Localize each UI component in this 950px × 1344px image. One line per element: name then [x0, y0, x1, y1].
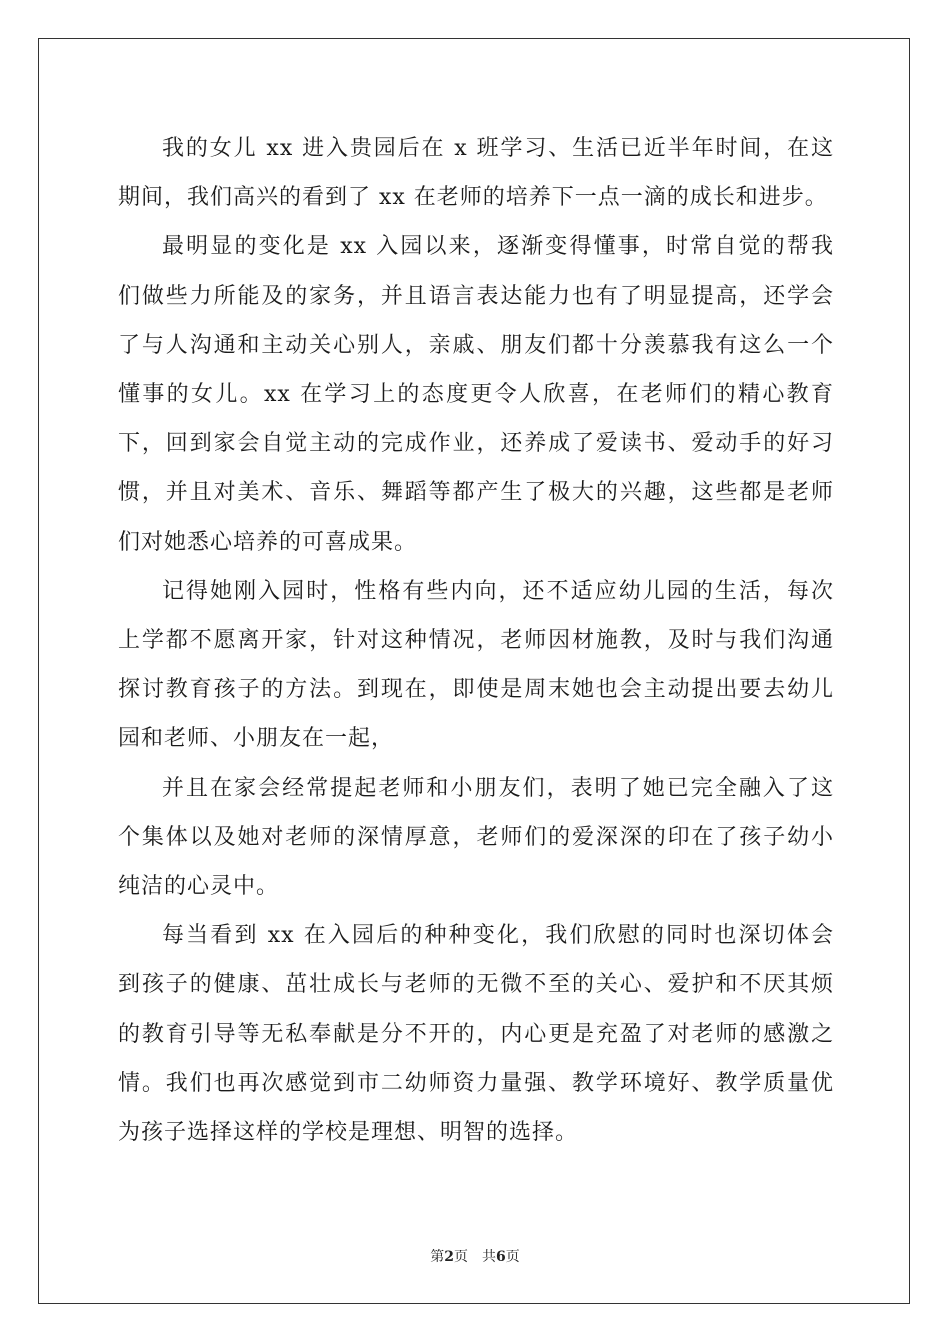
paragraph-line: 园和老师、小朋友在一起，	[118, 726, 395, 752]
paragraph-line: 懂事的女儿。xx 在学习上的态度更令人欣喜，在老师们的精心教育	[118, 382, 834, 408]
paragraph	[118, 222, 834, 566]
paragraph-line: 记得她刚入园时，性格有些内向，还不适应幼儿园的生活，每次	[162, 578, 834, 604]
paragraph	[118, 764, 834, 912]
paragraph-line: 了与人沟通和主动关心别人，亲戚、朋友们都十分羡慕我有这么一个	[118, 332, 834, 358]
total-prefix: 共	[482, 1249, 496, 1265]
paragraph-line: 我的女儿 xx 进入贵园后在 x 班学习、生活已近半年时间，在这	[162, 136, 834, 161]
paragraph-line: 个集体以及她对老师的深情厚意，老师们的爱深深的印在了孩子幼小	[118, 824, 834, 850]
paragraph-line: 们对她悉心培养的可喜成果。	[118, 529, 418, 555]
current-page-number: 2	[444, 1249, 454, 1265]
paragraph-line: 的教育引导等无私奉献是分不开的，内心更是充盈了对老师的感激之	[118, 1021, 834, 1047]
paragraph	[118, 911, 834, 1157]
paragraph-line: 情。我们也再次感觉到市二幼师资力量强、教学环境好、教学质量优	[118, 1070, 834, 1096]
paragraph	[118, 124, 834, 222]
paragraph-line: 上学都不愿离开家，针对这种情况，老师因材施教，及时与我们沟通	[118, 628, 834, 654]
paragraph-line: 为孩子选择这样的学校是理想、明智的选择。	[118, 1120, 579, 1146]
page-suffix: 页	[454, 1249, 468, 1265]
paragraph-line: 并且在家会经常提起老师和小朋友们，表明了她已完全融入了这	[162, 775, 834, 801]
page-prefix: 第	[430, 1249, 445, 1265]
paragraph-line: 到孩子的健康、茁壮成长与老师的无微不至的关心、爱护和不厌其烦	[118, 972, 834, 998]
paragraph-line: 探讨教育孩子的方法。到现在，即使是周末她也会主动提出要去幼儿	[118, 677, 834, 703]
paragraph-line: 最明显的变化是 xx 入园以来，逐渐变得懂事，时常自觉的帮我	[162, 234, 834, 260]
document-body	[118, 124, 834, 1157]
total-page-number: 6	[496, 1249, 506, 1265]
paragraph-line: 惯，并且对美术、音乐、舞蹈等都产生了极大的兴趣，这些都是老师	[118, 480, 834, 506]
paragraph-line: 期间，我们高兴的看到了 xx 在老师的培养下一点一滴的成长和进步。	[118, 185, 828, 211]
paragraph-line: 们做些力所能及的家务，并且语言表达能力也有了明显提高，还学会	[118, 283, 834, 309]
paragraph-line: 每当看到 xx 在入园后的种种变化，我们欣慰的同时也深切体会	[162, 923, 834, 949]
paragraph	[118, 567, 834, 764]
page-footer	[0, 1246, 950, 1266]
paragraph-line: 纯洁的心灵中。	[118, 874, 280, 900]
paragraph-line: 下，回到家会自觉主动的完成作业，还养成了爱读书、爱动手的好习	[118, 431, 834, 457]
total-suffix: 页	[505, 1249, 520, 1265]
